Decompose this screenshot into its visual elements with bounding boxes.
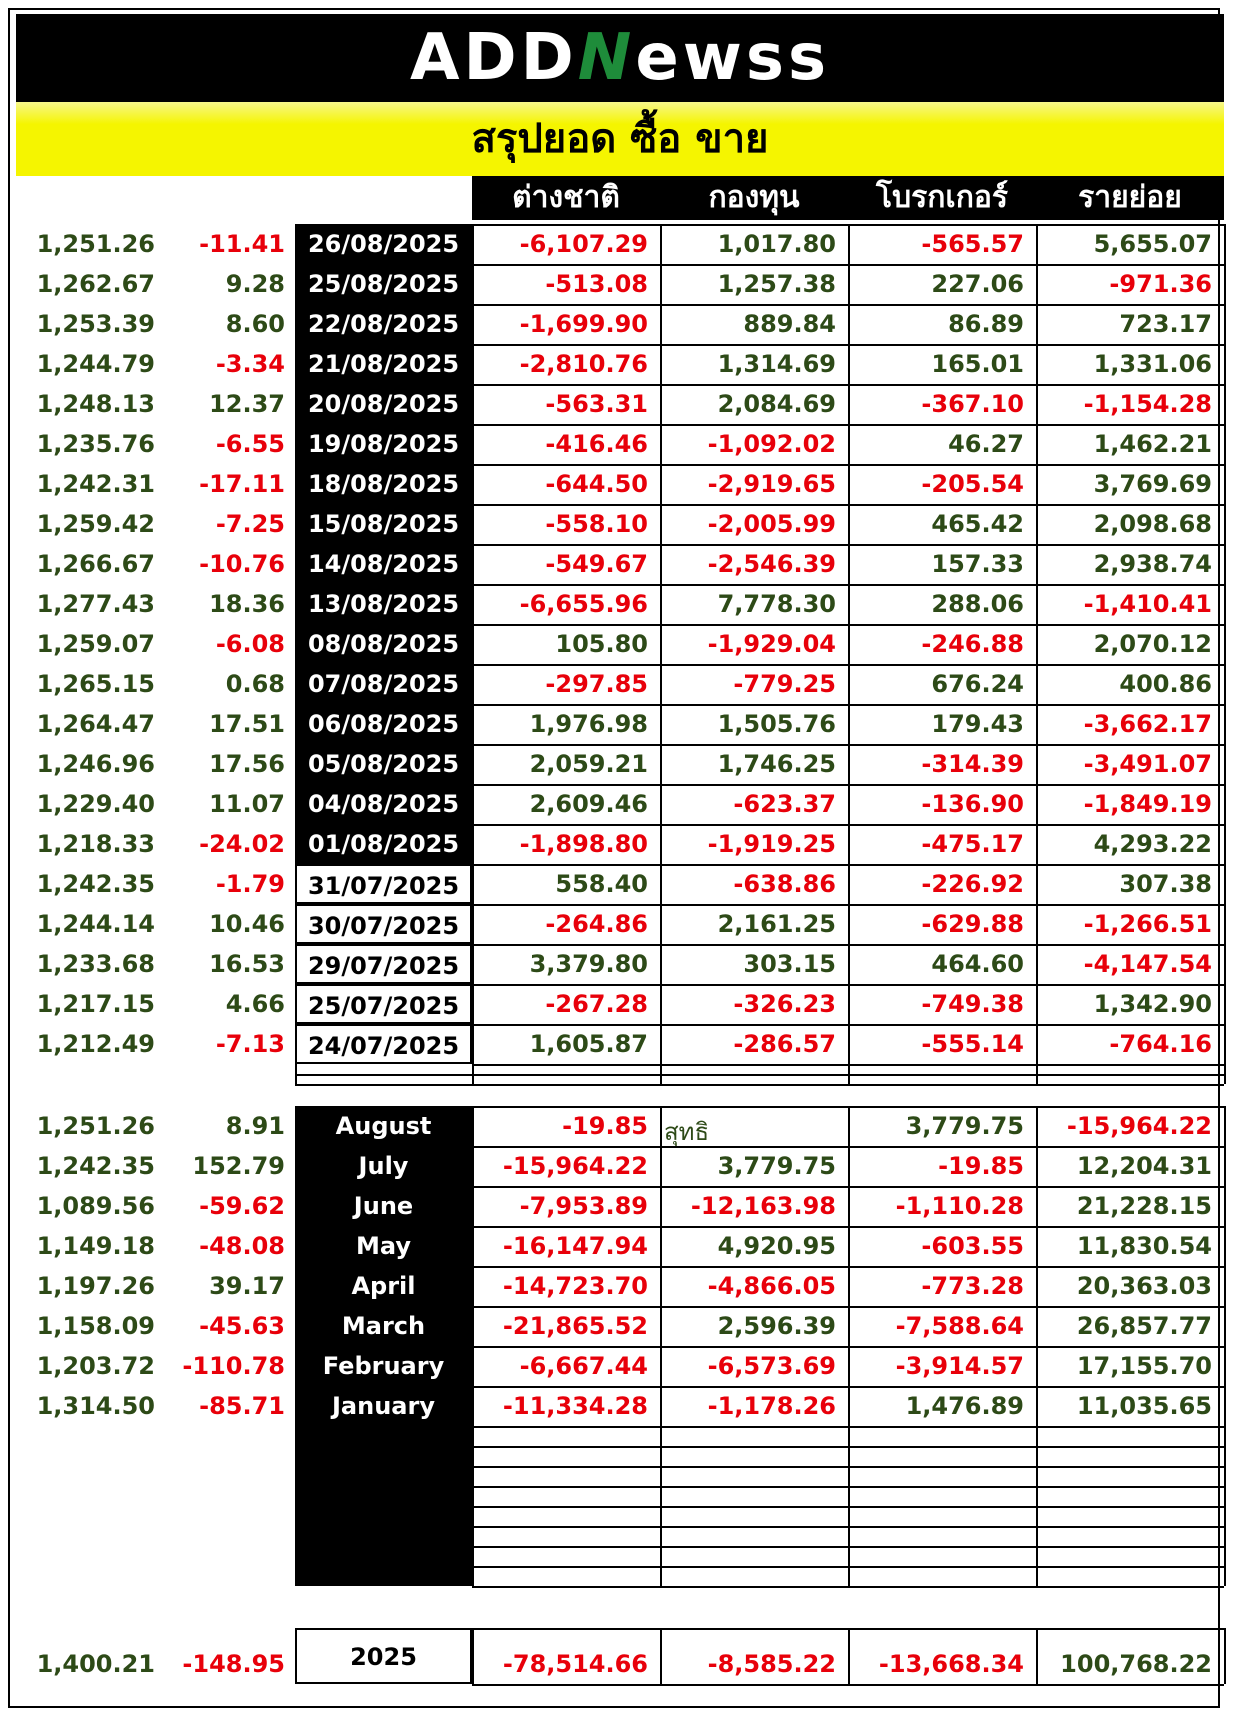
- daily-grid-vline: [472, 224, 474, 1064]
- month-cell-foreign: -14,723.70: [502, 1272, 648, 1300]
- month-label: February: [322, 1352, 445, 1380]
- cell-broker: -749.38: [921, 990, 1024, 1018]
- cell-fund: -1,919.25: [707, 830, 836, 858]
- cell-broker: 676.24: [931, 670, 1024, 698]
- cell-foreign: -1,898.80: [519, 830, 648, 858]
- cell-retail: -971.36: [1109, 270, 1212, 298]
- date-cell: 21/08/2025: [307, 350, 460, 378]
- cell-fund: 1,505.76: [717, 710, 836, 738]
- index-value: 1,218.33: [36, 830, 155, 858]
- month-cell-retail: 21,228.15: [1076, 1192, 1212, 1220]
- index-value: 1,242.31: [36, 470, 155, 498]
- index-value: 1,253.39: [36, 310, 155, 338]
- cell-foreign: -2,810.76: [519, 350, 648, 378]
- month-change-value: 152.79: [192, 1152, 285, 1180]
- date-cell: 13/08/2025: [307, 590, 460, 618]
- month-cell-retail: 11,035.65: [1076, 1392, 1212, 1420]
- index-value: 1,266.67: [36, 550, 155, 578]
- cell-broker: 157.33: [931, 550, 1024, 578]
- month-label: June: [353, 1192, 414, 1220]
- month-grid-vline: [660, 1106, 662, 1426]
- cell-fund: 1,314.69: [717, 350, 836, 378]
- cell-retail: 1,331.06: [1093, 350, 1212, 378]
- cell-foreign: -267.28: [545, 990, 648, 1018]
- month-change-value: -45.63: [199, 1312, 285, 1340]
- cell-foreign: -563.31: [545, 390, 648, 418]
- month-cell-broker: 3,779.75: [905, 1112, 1024, 1140]
- month-grid-vline: [472, 1106, 474, 1426]
- year-vline: [848, 1628, 850, 1684]
- year-cell-fund: -8,585.22: [707, 1650, 836, 1678]
- year-vline: [660, 1628, 662, 1684]
- cell-retail: 2,098.68: [1093, 510, 1212, 538]
- index-value: 1,233.68: [36, 950, 155, 978]
- cell-foreign: 2,609.46: [529, 790, 648, 818]
- year-change-value: -148.95: [182, 1650, 285, 1678]
- month-cell-broker: -7,588.64: [895, 1312, 1024, 1340]
- cell-retail: -1,410.41: [1083, 590, 1212, 618]
- year-hline-bottom: [472, 1684, 1224, 1686]
- year-vline: [1224, 1628, 1226, 1684]
- month-cell-broker: -603.55: [921, 1232, 1024, 1260]
- month-index-value: 1,242.35: [36, 1152, 155, 1180]
- brand-logo: ADDNewss: [409, 21, 831, 95]
- blank-vline: [848, 1064, 850, 1084]
- index-value: 1,248.13: [36, 390, 155, 418]
- column-header: รายย่อย: [1036, 176, 1224, 220]
- cell-retail: -1,849.19: [1083, 790, 1212, 818]
- month-cell-fund: 4,920.95: [717, 1232, 836, 1260]
- cell-foreign: 558.40: [555, 870, 648, 898]
- index-value: 1,244.79: [36, 350, 155, 378]
- blank-vline: [1224, 1064, 1226, 1084]
- month-cell-broker: -3,914.57: [895, 1352, 1024, 1380]
- cell-fund: -779.25: [733, 670, 836, 698]
- month-cell-foreign: -7,953.89: [519, 1192, 648, 1220]
- date-cell: 30/07/2025: [295, 904, 472, 944]
- month-cell-fund: 3,779.75: [717, 1152, 836, 1180]
- change-value: 12.37: [209, 390, 285, 418]
- cell-fund: -2,919.65: [707, 470, 836, 498]
- blank-vline: [660, 1064, 662, 1084]
- cell-fund: -1,929.04: [707, 630, 836, 658]
- cell-foreign: -1,699.90: [519, 310, 648, 338]
- cell-broker: 464.60: [931, 950, 1024, 978]
- cell-fund: 1,746.25: [717, 750, 836, 778]
- column-header: ต่างชาติ: [472, 176, 660, 220]
- change-value: 11.07: [209, 790, 285, 818]
- cell-retail: 1,462.21: [1093, 430, 1212, 458]
- logo-bar: [16, 14, 1224, 102]
- cell-retail: 5,655.07: [1093, 230, 1212, 258]
- month-cell-retail: 12,204.31: [1076, 1152, 1212, 1180]
- cell-retail: 400.86: [1119, 670, 1212, 698]
- date-cell: 20/08/2025: [307, 390, 460, 418]
- date-cell: 07/08/2025: [307, 670, 460, 698]
- cell-foreign: -644.50: [545, 470, 648, 498]
- cell-broker: 165.01: [931, 350, 1024, 378]
- cell-broker: -555.14: [921, 1030, 1024, 1058]
- cell-fund: 2,161.25: [717, 910, 836, 938]
- cell-foreign: 105.80: [555, 630, 648, 658]
- change-value: -3.34: [215, 350, 285, 378]
- change-value: 4.66: [225, 990, 285, 1018]
- month-empty-vline: [1036, 1426, 1038, 1586]
- cell-fund: 303.15: [743, 950, 836, 978]
- month-cell-retail: 17,155.70: [1076, 1352, 1212, 1380]
- month-change-value: -110.78: [182, 1352, 285, 1380]
- cell-retail: 307.38: [1119, 870, 1212, 898]
- month-cell-retail: 20,363.03: [1076, 1272, 1212, 1300]
- cell-broker: -565.57: [921, 230, 1024, 258]
- change-value: 17.51: [209, 710, 285, 738]
- cell-foreign: -6,107.29: [519, 230, 648, 258]
- month-cell-foreign: -6,667.44: [519, 1352, 648, 1380]
- page-title: สรุปยอด ซื้อ ขาย: [471, 116, 769, 162]
- change-value: -7.13: [215, 1030, 285, 1058]
- cell-fund: -2,005.99: [707, 510, 836, 538]
- index-value: 1,259.07: [36, 630, 155, 658]
- month-change-value: 8.91: [225, 1112, 285, 1140]
- cell-broker: 288.06: [931, 590, 1024, 618]
- change-value: -6.55: [215, 430, 285, 458]
- cell-foreign: 3,379.80: [529, 950, 648, 978]
- month-cell-fund: -12,163.98: [690, 1192, 836, 1220]
- cell-foreign: -513.08: [545, 270, 648, 298]
- cell-foreign: 1,976.98: [529, 710, 648, 738]
- month-cell-fund: -1,178.26: [707, 1392, 836, 1420]
- month-label: April: [351, 1272, 416, 1300]
- cell-note: สุทธิ: [664, 1118, 710, 1146]
- date-cell: 15/08/2025: [307, 510, 460, 538]
- cell-retail: -4,147.54: [1083, 950, 1212, 978]
- month-cell-fund: -6,573.69: [707, 1352, 836, 1380]
- cell-foreign: -6,655.96: [519, 590, 648, 618]
- blank-vline: [1036, 1064, 1038, 1084]
- cell-fund: 2,084.69: [717, 390, 836, 418]
- cell-broker: -136.90: [921, 790, 1024, 818]
- year-cell-foreign: -78,514.66: [502, 1650, 648, 1678]
- change-value: 8.60: [225, 310, 285, 338]
- month-change-value: -59.62: [199, 1192, 285, 1220]
- cell-retail: 1,342.90: [1093, 990, 1212, 1018]
- month-index-value: 1,089.56: [36, 1192, 155, 1220]
- month-empty-vline: [1224, 1426, 1226, 1586]
- index-value: 1,242.35: [36, 870, 155, 898]
- date-cell: 22/08/2025: [307, 310, 460, 338]
- month-empty-vline: [848, 1426, 850, 1586]
- date-cell: 14/08/2025: [307, 550, 460, 578]
- index-value: 1,251.26: [36, 230, 155, 258]
- cell-fund: -286.57: [733, 1030, 836, 1058]
- date-cell: 24/07/2025: [295, 1024, 472, 1064]
- cell-retail: 723.17: [1119, 310, 1212, 338]
- month-label: March: [341, 1312, 426, 1340]
- month-cell-retail: 11,830.54: [1076, 1232, 1212, 1260]
- month-cell-broker: -1,110.28: [895, 1192, 1024, 1220]
- cell-broker: -246.88: [921, 630, 1024, 658]
- change-value: -10.76: [199, 550, 285, 578]
- daily-grid-vline: [848, 224, 850, 1064]
- month-index-value: 1,314.50: [36, 1392, 155, 1420]
- cell-fund: -623.37: [733, 790, 836, 818]
- month-label: July: [358, 1152, 409, 1180]
- month-change-value: 39.17: [209, 1272, 285, 1300]
- month-cell-broker: 1,476.89: [905, 1392, 1024, 1420]
- month-index-value: 1,251.26: [36, 1112, 155, 1140]
- month-index-value: 1,158.09: [36, 1312, 155, 1340]
- cell-broker: -314.39: [921, 750, 1024, 778]
- cell-fund: -2,546.39: [707, 550, 836, 578]
- change-value: -6.08: [215, 630, 285, 658]
- month-cell-fund: 2,596.39: [717, 1312, 836, 1340]
- cell-fund: 889.84: [743, 310, 836, 338]
- month-cell-foreign: -16,147.94: [502, 1232, 648, 1260]
- month-empty-vline: [660, 1426, 662, 1586]
- cell-foreign: -264.86: [545, 910, 648, 938]
- month-change-value: -48.08: [199, 1232, 285, 1260]
- cell-broker: -475.17: [921, 830, 1024, 858]
- index-value: 1,244.14: [36, 910, 155, 938]
- month-label: January: [332, 1392, 435, 1420]
- month-cell-foreign: -19.85: [562, 1112, 648, 1140]
- column-header: โบรกเกอร์: [848, 176, 1036, 220]
- daily-grid-vline: [660, 224, 662, 1064]
- cell-broker: -205.54: [921, 470, 1024, 498]
- month-cell-broker: -19.85: [938, 1152, 1024, 1180]
- cell-retail: -3,491.07: [1083, 750, 1212, 778]
- cell-foreign: -297.85: [545, 670, 648, 698]
- month-cell-broker: -773.28: [921, 1272, 1024, 1300]
- cell-broker: -367.10: [921, 390, 1024, 418]
- index-value: 1,235.76: [36, 430, 155, 458]
- month-cell-retail: 26,857.77: [1076, 1312, 1212, 1340]
- year-label: 2025: [295, 1628, 472, 1684]
- blank-hline: [295, 1074, 1224, 1076]
- cell-fund: 1,017.80: [717, 230, 836, 258]
- month-cell-fund: -4,866.05: [707, 1272, 836, 1300]
- cell-retail: 2,070.12: [1093, 630, 1212, 658]
- change-value: -24.02: [199, 830, 285, 858]
- cell-fund: -638.86: [733, 870, 836, 898]
- title-bar: [16, 102, 1224, 176]
- change-value: 18.36: [209, 590, 285, 618]
- month-change-value: -85.71: [199, 1392, 285, 1420]
- index-value: 1,264.47: [36, 710, 155, 738]
- change-value: -11.41: [199, 230, 285, 258]
- change-value: -1.79: [215, 870, 285, 898]
- month-grid-vline: [848, 1106, 850, 1426]
- month-label: May: [356, 1232, 411, 1260]
- month-grid-vline: [1224, 1106, 1226, 1426]
- daily-grid-vline: [1224, 224, 1226, 1064]
- date-cell: 04/08/2025: [307, 790, 460, 818]
- date-cell: 26/08/2025: [307, 230, 460, 258]
- daily-grid-vline: [1036, 224, 1038, 1064]
- blank-vline: [472, 1064, 474, 1084]
- date-cell: 25/08/2025: [307, 270, 460, 298]
- cell-retail: 2,938.74: [1093, 550, 1212, 578]
- index-value: 1,277.43: [36, 590, 155, 618]
- month-grid-vline: [1036, 1106, 1038, 1426]
- date-cell: 01/08/2025: [307, 830, 460, 858]
- month-empty-hline: [472, 1586, 1224, 1588]
- index-value: 1,217.15: [36, 990, 155, 1018]
- change-value: 16.53: [209, 950, 285, 978]
- month-cell-foreign: -21,865.52: [502, 1312, 648, 1340]
- cell-foreign: 2,059.21: [529, 750, 648, 778]
- cell-retail: -764.16: [1109, 1030, 1212, 1058]
- cell-fund: -1,092.02: [707, 430, 836, 458]
- year-vline: [472, 1628, 474, 1684]
- date-white-left: [295, 864, 297, 1064]
- index-value: 1,259.42: [36, 510, 155, 538]
- cell-broker: 227.06: [931, 270, 1024, 298]
- cell-fund: 1,257.38: [717, 270, 836, 298]
- year-index-value: 1,400.21: [36, 1650, 155, 1678]
- change-value: 9.28: [225, 270, 285, 298]
- month-label: August: [335, 1112, 432, 1140]
- cell-foreign: 1,605.87: [529, 1030, 648, 1058]
- year-cell-broker: -13,668.34: [878, 1650, 1024, 1678]
- cell-broker: -226.92: [921, 870, 1024, 898]
- date-cell: 25/07/2025: [295, 984, 472, 1024]
- year-vline: [1036, 1628, 1038, 1684]
- change-value: -17.11: [199, 470, 285, 498]
- date-cell: 29/07/2025: [295, 944, 472, 984]
- page-frame: [8, 8, 1220, 1708]
- cell-broker: 179.43: [931, 710, 1024, 738]
- cell-retail: -1,154.28: [1083, 390, 1212, 418]
- change-value: 10.46: [209, 910, 285, 938]
- index-value: 1,246.96: [36, 750, 155, 778]
- change-value: 0.68: [225, 670, 285, 698]
- date-cell: 31/07/2025: [295, 864, 472, 904]
- change-value: 17.56: [209, 750, 285, 778]
- date-cell: 05/08/2025: [307, 750, 460, 778]
- column-header: กองทุน: [660, 176, 848, 220]
- cell-retail: -3,662.17: [1083, 710, 1212, 738]
- cell-fund: 7,778.30: [717, 590, 836, 618]
- cell-foreign: -416.46: [545, 430, 648, 458]
- blank-vline: [295, 1064, 297, 1084]
- date-cell: 08/08/2025: [307, 630, 460, 658]
- month-index-value: 1,149.18: [36, 1232, 155, 1260]
- cell-retail: -1,266.51: [1083, 910, 1212, 938]
- month-empty-vline: [472, 1426, 474, 1586]
- month-cell-foreign: -15,964.22: [502, 1152, 648, 1180]
- cell-retail: 4,293.22: [1093, 830, 1212, 858]
- cell-retail: 3,769.69: [1093, 470, 1212, 498]
- date-cell: 06/08/2025: [307, 710, 460, 738]
- index-value: 1,229.40: [36, 790, 155, 818]
- cell-broker: 46.27: [948, 430, 1024, 458]
- year-cell-retail: 100,768.22: [1060, 1650, 1212, 1678]
- month-cell-foreign: -11,334.28: [502, 1392, 648, 1420]
- change-value: -7.25: [215, 510, 285, 538]
- cell-broker: 465.42: [931, 510, 1024, 538]
- cell-fund: -326.23: [733, 990, 836, 1018]
- date-cell: 19/08/2025: [307, 430, 460, 458]
- cell-foreign: -549.67: [545, 550, 648, 578]
- blank-hline: [295, 1084, 1224, 1086]
- cell-foreign: -558.10: [545, 510, 648, 538]
- month-cell-retail: -15,964.22: [1066, 1112, 1212, 1140]
- cell-broker: -629.88: [921, 910, 1024, 938]
- index-value: 1,212.49: [36, 1030, 155, 1058]
- month-index-value: 1,203.72: [36, 1352, 155, 1380]
- index-value: 1,262.67: [36, 270, 155, 298]
- cell-broker: 86.89: [948, 310, 1024, 338]
- month-index-value: 1,197.26: [36, 1272, 155, 1300]
- index-value: 1,265.15: [36, 670, 155, 698]
- date-cell: 18/08/2025: [307, 470, 460, 498]
